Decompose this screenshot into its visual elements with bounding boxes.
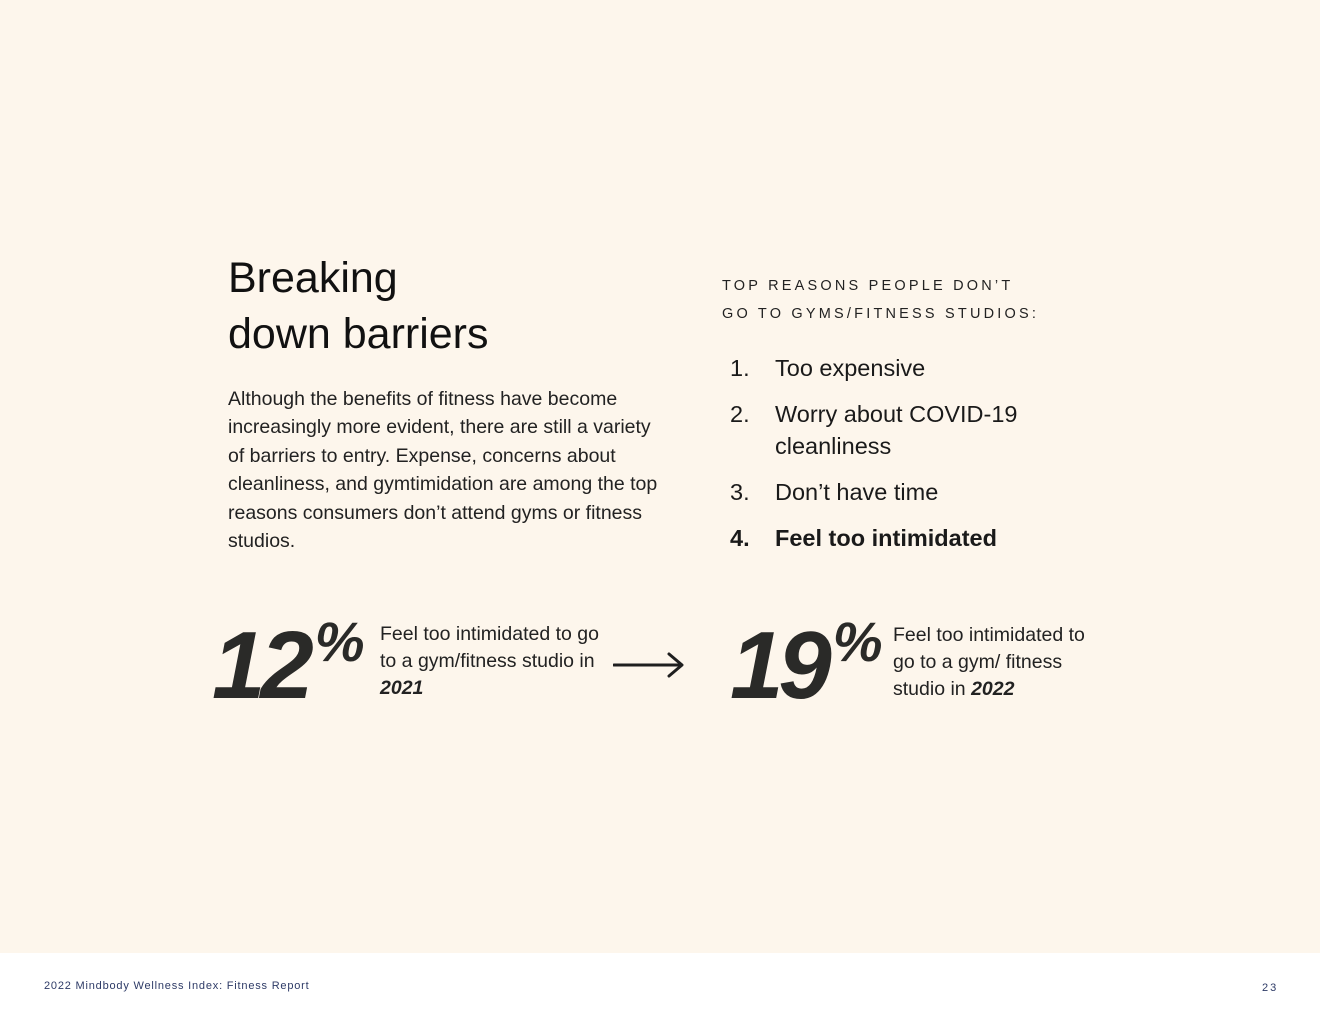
reasons-heading <box>722 272 1102 328</box>
footer-report-title: 2022 Mindbody Wellness Index: Fitness Report <box>44 980 310 992</box>
stat-value: 19 <box>730 612 827 719</box>
stat-year: 2022 <box>971 678 1015 700</box>
reason-text: Don’t have time <box>775 479 939 505</box>
reasons-list <box>730 352 1110 568</box>
page-title <box>228 250 489 362</box>
stat-2022 <box>730 610 883 719</box>
stat-caption-2021 <box>380 621 600 702</box>
reason-number: 1. <box>730 355 750 381</box>
stat-caption-2022 <box>893 622 1103 703</box>
reason-item-highlighted <box>730 522 1110 554</box>
reason-item <box>730 352 1110 384</box>
reason-text: Feel too intimidated <box>775 525 997 551</box>
arrow-right-icon <box>613 650 685 680</box>
reasons-heading-line-1: TOP REASONS PEOPLE DON’T <box>722 278 1014 294</box>
reason-item <box>730 398 1110 462</box>
page-title-line-1: Breaking <box>228 254 398 302</box>
stat-2021 <box>212 610 365 719</box>
reason-text: Too expensive <box>775 355 926 381</box>
reasons-heading-line-2: GO TO GYMS/FITNESS STUDIOS: <box>722 306 1040 322</box>
reason-number: 4. <box>730 525 750 551</box>
intro-paragraph: Although the benefits of fitness have become increasingly more evident, there are still a variety of barriers to entry. Expense, concerns about cleanliness, and gymtimidation are among the top reasons consumers don’t attend gyms or fitness studios. <box>228 388 658 553</box>
stat-value: 12 <box>212 612 309 719</box>
page-title-line-2: down barriers <box>228 310 489 358</box>
stat-caption-text: Feel too intimidated to go to a gym/fitness studio in <box>380 623 599 672</box>
page-number: 23 <box>1262 982 1279 994</box>
stat-year: 2021 <box>380 677 424 699</box>
stat-unit: % <box>832 610 883 673</box>
stat-caption-text: Feel too intimidated to go to a gym/ fitness studio in <box>893 624 1085 700</box>
reason-item <box>730 476 1110 508</box>
reason-number: 3. <box>730 479 750 505</box>
reason-text: Worry about COVID-19 cleanliness <box>775 401 1018 459</box>
stat-unit: % <box>314 610 365 673</box>
reason-number: 2. <box>730 401 750 427</box>
